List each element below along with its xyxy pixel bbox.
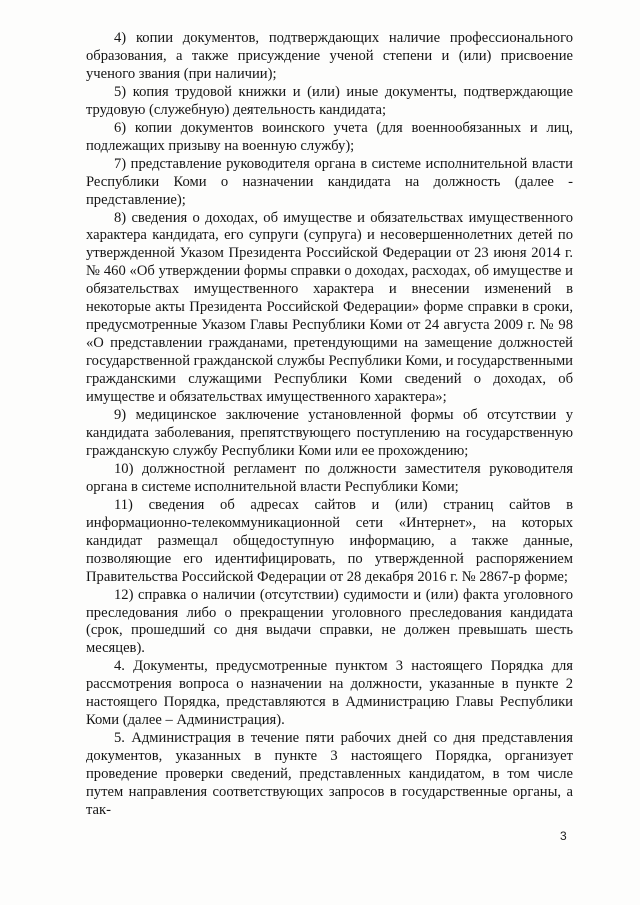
paragraph-section-5: 5. Администрация в течение пяти рабочих дней со дня представления документов, указанных в пункте 3 настоящего Порядка, организует проведение проверки сведений, представленных кандидатом, в том числе путем направления соответствующих запросов в государственные органы, а так- [86,730,573,818]
paragraph-item-12: 12) справка о наличии (отсутствии) судимости и (или) факта уголовного преследования либо о прекращении уголовного преследования кандидата (срок, прошедший со дня выдачи справки, не должен превышать шесть месяцев). [86,586,573,657]
paragraph-section-4: 4. Документы, предусмотренные пунктом 3 настоящего Порядка для рассмотрения вопроса о назначении на должности, указанные в пункте 2 настоящего Порядка, представляются в Администрацию Главы Республики Коми (далее – Администрация). [86,658,573,729]
page-number: 3 [560,829,567,843]
paragraph-item-10: 10) должностной регламент по должности заместителя руководителя органа в системе исполнительной власти Республики Коми; [86,460,573,495]
paragraph-item-7: 7) представление руководителя органа в системе исполнительной власти Республики Коми о назначении кандидата на должность (далее - представление); [86,155,573,208]
document-body [86,30,573,820]
paragraph-item-5: 5) копия трудовой книжки и (или) иные документы, подтверждающие трудовую (служебную) деятельность кандидата; [86,83,573,118]
paragraph-item-9: 9) медицинское заключение установленной формы об отсутствии у кандидата заболевания, препятствующего поступлению на государственную гражданскую службу Республики Коми или ее прохождению; [86,407,573,459]
paragraph-item-8: 8) сведения о доходах, об имуществе и обязательствах имущественного характера кандидата, его супруги (супруга) и несовершеннолетних детей по утвержденной Указом Президента Российской Федерации от 23 июня 2014 г. № 460 «Об утверждении формы справки о доходах, расходах, об имуществе и обязательствах имущественного характера и внесении изменений в некоторые акты Президента Российской Федерации» форме справки в сроки, предусмотренные Указом Главы Республики Коми от 24 августа 2009 г. № 98 «О представлении гражданами, претендующими на замещение должностей государственной гражданской службы Республики Коми, и государственными гражданскими служащими Республики Коми сведений о доходах, об имуществе и обязательствах имущественного характера»; [86,209,573,406]
paragraph-item-4: 4) копии документов, подтверждающих наличие профессионального образования, а также присуждение ученой степени и (или) присвоение ученого звания (при наличии); [86,30,573,82]
paragraph-item-6: 6) копии документов воинского учета (для военнообязанных и лиц, подлежащих призыву на военную службу); [86,119,573,154]
paragraph-item-11: 11) сведения об адресах сайтов и (или) страниц сайтов в информационно-телекоммуникационной сети «Интернет», на которых кандидат размещал общедоступную информацию, а также данные, позволяющие его идентифицировать, по утвержденной распоряжением Правительства Российской Федерации от 28 декабря 2016 г. № 2867-р форме; [86,496,573,585]
